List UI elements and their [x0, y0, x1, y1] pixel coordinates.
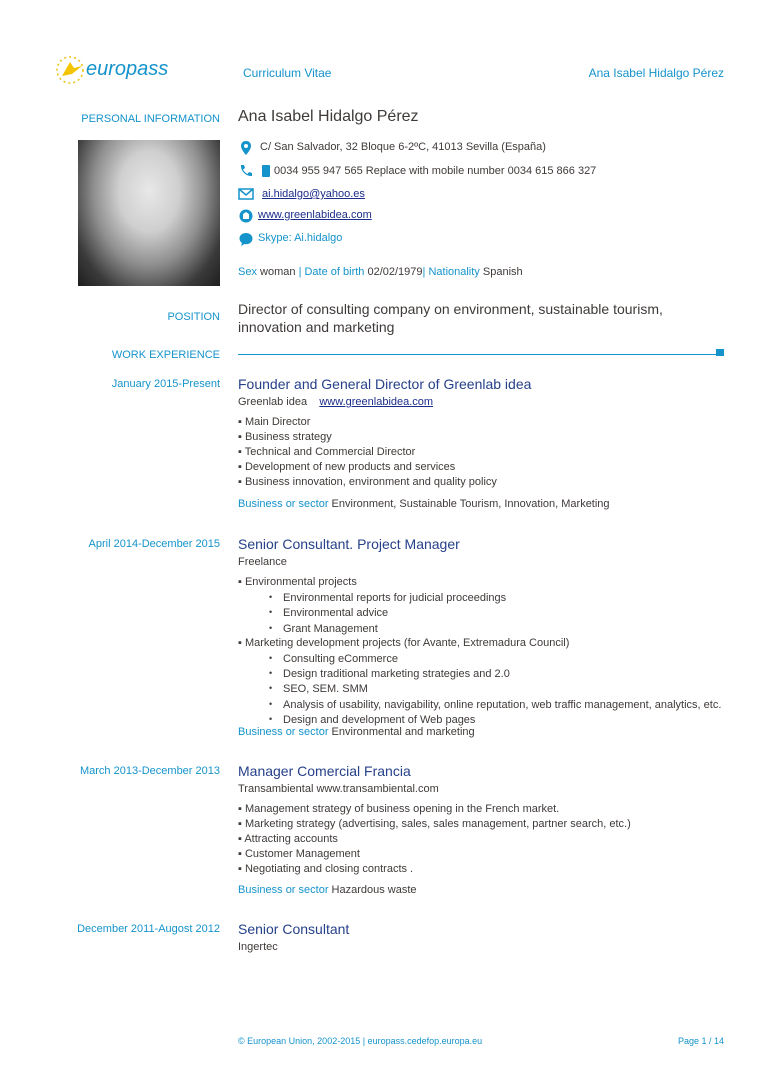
- job-title: Manager Comercial Francia: [238, 763, 411, 779]
- job-dates: April 2014-December 2015: [88, 538, 220, 550]
- doc-title: Curriculum Vitae: [243, 66, 332, 80]
- work-experience-label: WORK EXPERIENCE: [111, 349, 220, 361]
- sector-label: Business or sector: [238, 498, 329, 510]
- europass-logo: [52, 52, 169, 88]
- position-line-1: Director of consulting company on environment, sustainable tourism,: [238, 301, 663, 317]
- profile-photo: [78, 140, 220, 286]
- job-sector: [238, 884, 417, 896]
- job-dates: January 2015-Present: [111, 378, 220, 390]
- phone-icon: [238, 163, 254, 179]
- position-line-2: innovation and marketing: [238, 319, 395, 335]
- sub-list-item: • Environmental advice: [283, 605, 738, 620]
- phone-numbers: 0034 955 947 565 Replace with mobile number 0034 615 866 327: [274, 165, 597, 177]
- job-sector: [238, 726, 475, 738]
- sub-list-item: • Grant Management: [283, 621, 738, 636]
- website-link[interactable]: www.greenlabidea.com: [258, 209, 372, 221]
- website-icon: [238, 208, 254, 224]
- job-dates: March 2013-December 2013: [79, 765, 220, 777]
- email-link[interactable]: ai.hidalgo@yahoo.es: [262, 188, 365, 200]
- section-divider-end: [716, 349, 724, 356]
- job-title: Founder and General Director of Greenlab idea: [238, 376, 532, 392]
- location-pin-icon: [238, 140, 254, 156]
- section-divider: [238, 354, 716, 355]
- job-employer: [238, 396, 433, 408]
- employer-name: Greenlab idea: [238, 396, 308, 408]
- sex-label: Sex: [238, 266, 257, 278]
- dob-label: Date of birth: [304, 266, 365, 278]
- skype-id: Skype: Ai.hidalgo: [258, 232, 343, 244]
- separator: |: [298, 266, 302, 278]
- sector-label: Business or sector: [238, 726, 329, 738]
- skype-chat-icon: [238, 231, 254, 247]
- logo-text: europass: [86, 58, 169, 80]
- list-item: ▪ Business innovation, environment and quality policy: [238, 476, 497, 488]
- job-employer: Transambiental www.transambiental.com: [238, 783, 439, 795]
- email-icon: [238, 186, 254, 202]
- sector-label: Business or sector: [238, 884, 329, 896]
- separator: |: [422, 266, 426, 278]
- personal-info-label: PERSONAL INFORMATION: [81, 113, 220, 125]
- sector-value: Environmental and marketing: [331, 726, 475, 738]
- sub-list-item: • Design traditional marketing strategies and 2.0: [283, 666, 738, 681]
- job-title: Senior Consultant: [238, 921, 350, 937]
- sector-value: Environment, Sustainable Tourism, Innovation, Marketing: [331, 498, 610, 510]
- job-sector: [238, 498, 610, 510]
- list-item: ▪ Marketing development projects (for Avante, Extremadura Council): [238, 636, 570, 649]
- dob-value: 02/02/1979: [367, 266, 423, 278]
- job-employer: Ingertec: [238, 941, 278, 953]
- job-duties-list: [238, 575, 738, 727]
- sub-list-item: • Consulting eCommerce: [283, 651, 738, 666]
- list-item: ▪ Customer Management: [238, 848, 360, 860]
- position-title: [238, 300, 663, 336]
- sector-value: Hazardous waste: [331, 884, 417, 896]
- footer-copyright: © European Union, 2002-2015 | europass.cedefop.europa.eu: [238, 1036, 483, 1046]
- sub-list-item: • Analysis of usability, navigability, online reputation, web traffic management, analytics, etc.: [283, 697, 738, 712]
- job-duties-list: [238, 415, 497, 490]
- list-item: ▪ Environmental projects: [238, 576, 357, 588]
- sub-list-item: • Design and development of Web pages: [283, 712, 738, 727]
- list-item: ▪ Negotiating and closing contracts .: [238, 863, 414, 875]
- page-number: Page 1 / 14: [677, 1036, 724, 1046]
- list-item: ▪ Marketing strategy (advertising, sales, sales management, partner search, etc.): [238, 818, 631, 830]
- sub-list: [238, 590, 738, 636]
- sub-list: [238, 651, 738, 727]
- list-item: ▪ Business strategy: [238, 431, 332, 443]
- header-person-name: Ana Isabel Hidalgo Pérez: [588, 66, 724, 80]
- job-dates: December 2011-Augost 2012: [77, 923, 220, 935]
- job-employer: Freelance: [238, 556, 287, 568]
- nationality-value: Spanish: [482, 266, 523, 278]
- person-name: Ana Isabel Hidalgo Pérez: [238, 108, 419, 125]
- job-duties-list: [238, 802, 631, 877]
- employer-website-link[interactable]: www.greenlabidea.com: [319, 396, 434, 408]
- list-item: ▪ Technical and Commercial Director: [238, 446, 416, 458]
- position-label: POSITION: [167, 311, 220, 323]
- sex-value: woman: [260, 266, 296, 278]
- address: C/ San Salvador, 32 Bloque 6-2ºC, 41013 Sevilla (España): [260, 141, 546, 153]
- nationality-label: Nationality: [428, 266, 480, 278]
- mobile-icon: [262, 165, 270, 177]
- personal-details-line: [238, 266, 523, 278]
- job-title: Senior Consultant. Project Manager: [238, 536, 460, 552]
- sub-list-item: • SEO, SEM. SMM: [283, 681, 738, 696]
- list-item: ▪ Development of new products and services: [238, 461, 456, 473]
- list-item: ▪ Attracting accounts: [238, 833, 338, 845]
- list-item: ▪ Main Director: [238, 416, 311, 428]
- list-item: ▪ Management strategy of business opening in the French market.: [238, 803, 560, 815]
- sub-list-item: • Environmental reports for judicial proceedings: [283, 590, 738, 605]
